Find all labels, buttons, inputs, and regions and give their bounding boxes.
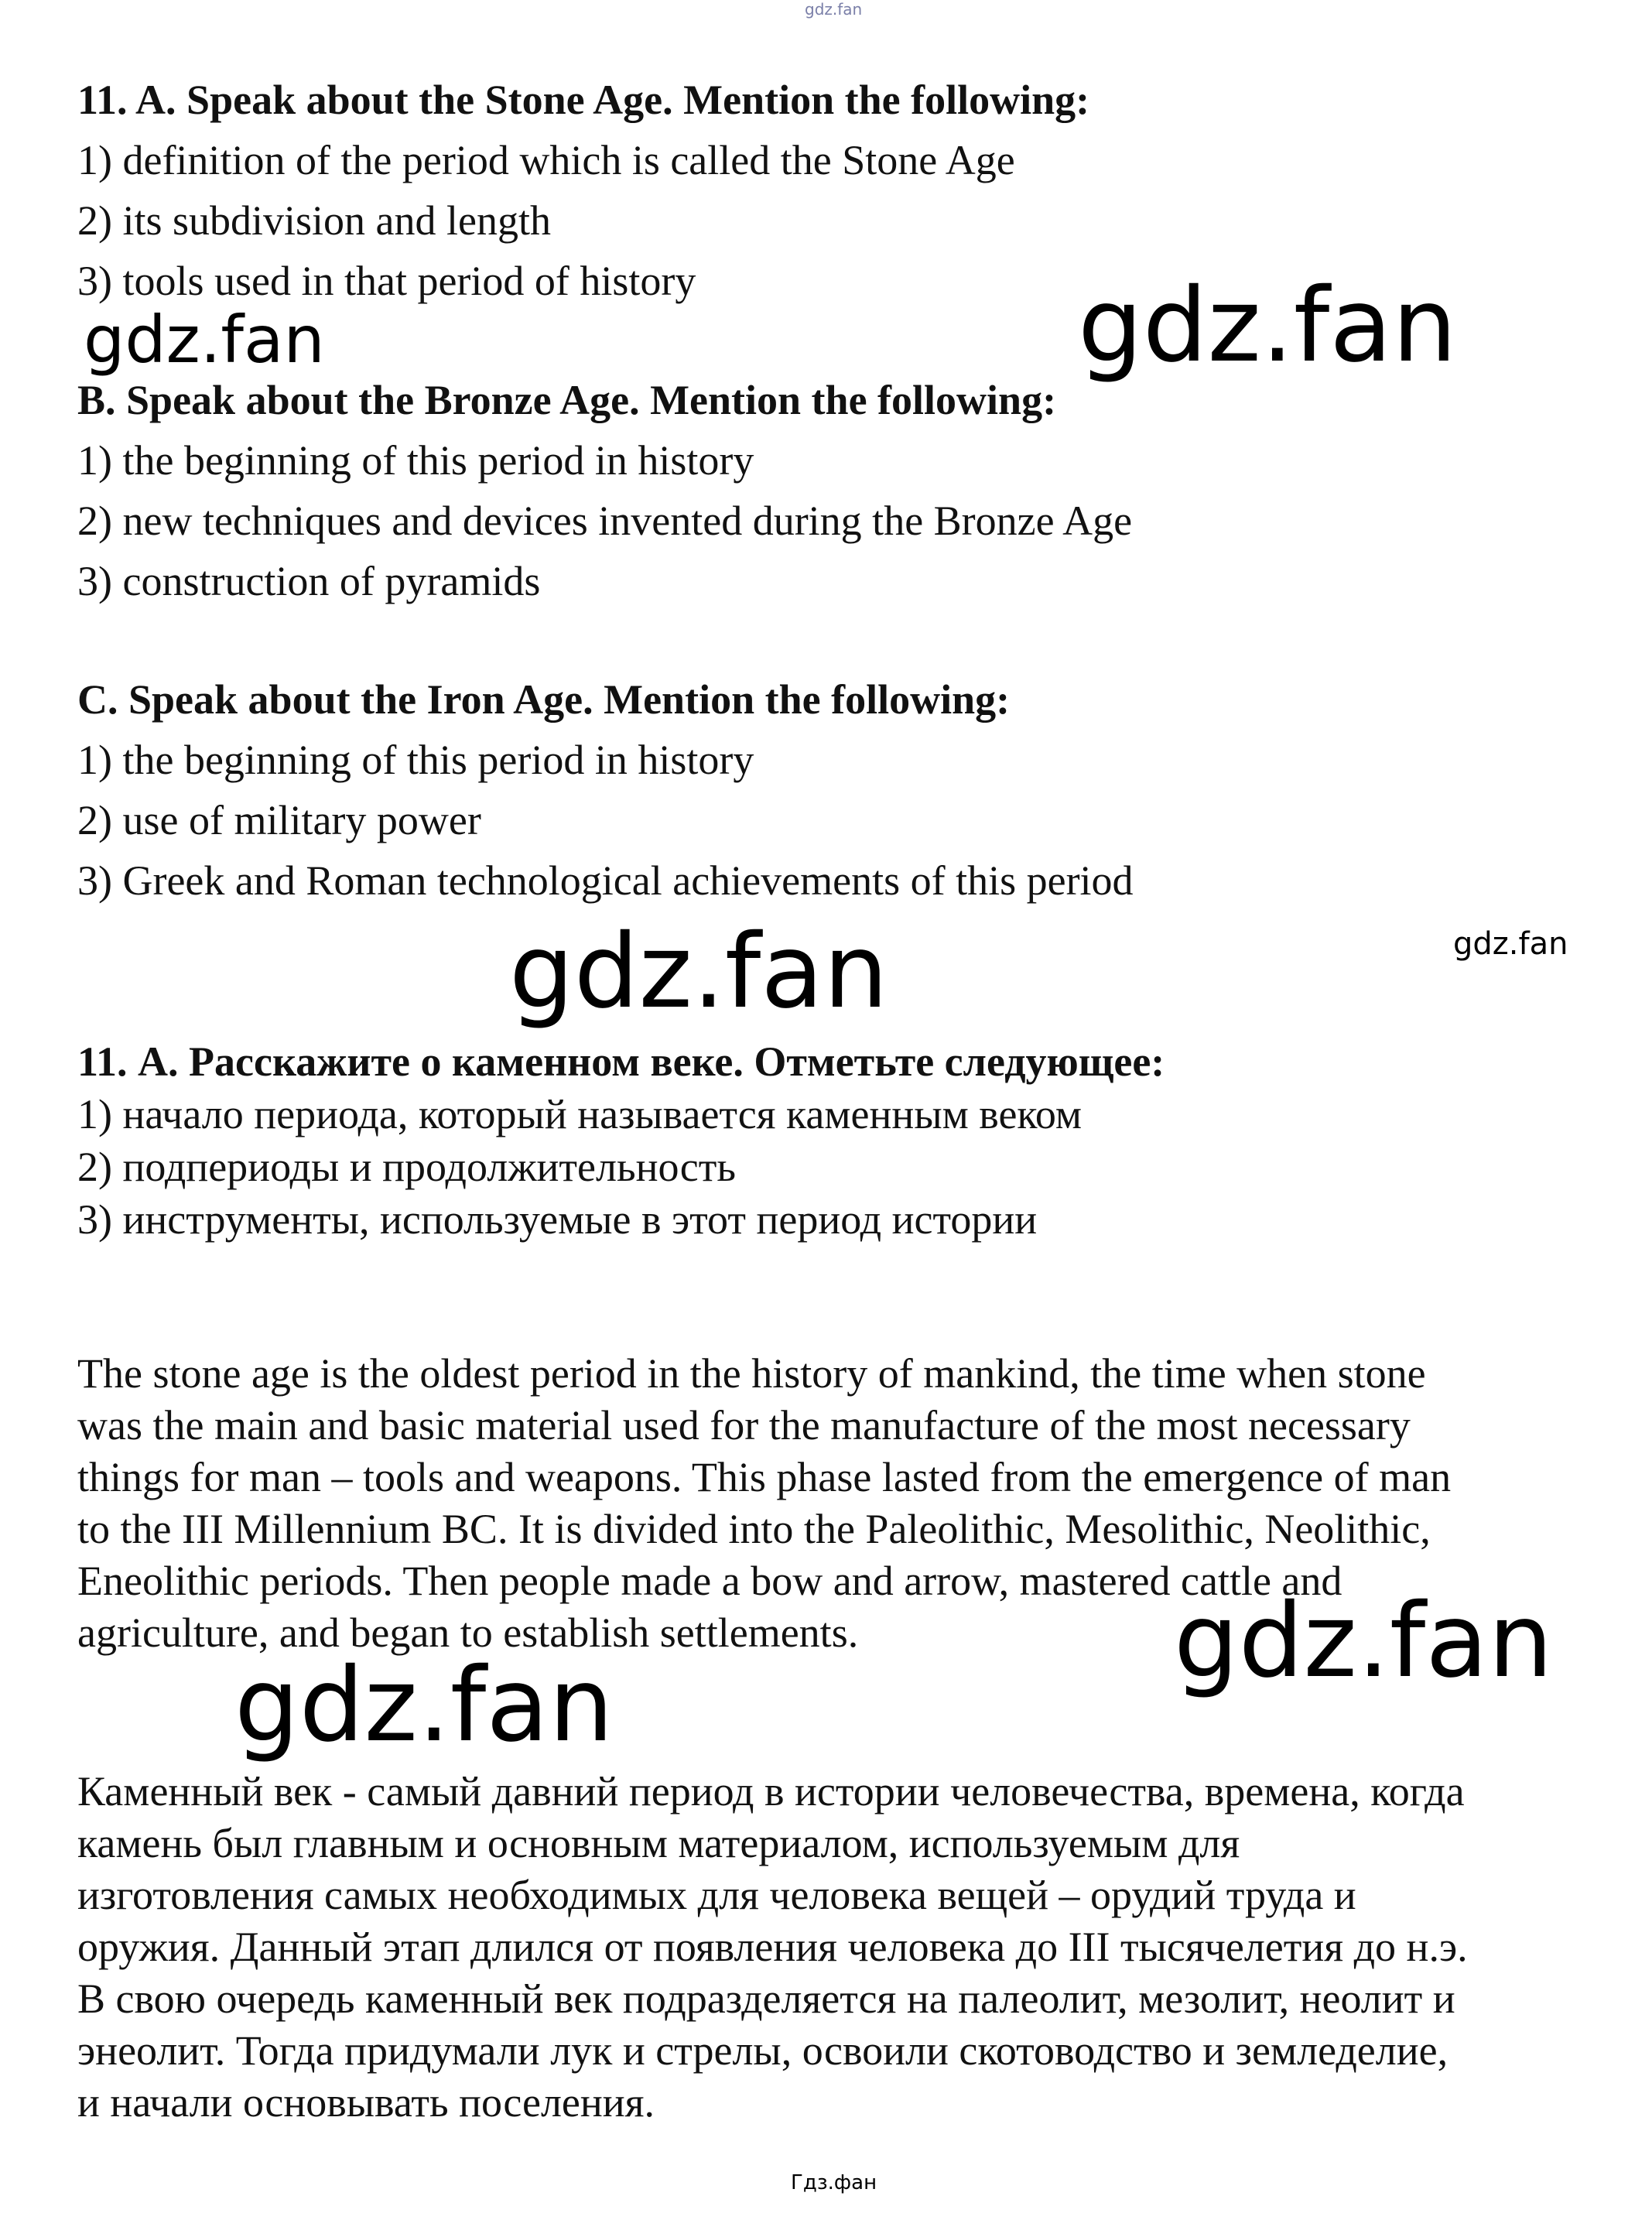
section-ru-item-3: 3) инструменты, используемые в этот период истории — [77, 1196, 1038, 1243]
answer-en-line-6: agriculture, and began to establish settlements. — [77, 1609, 859, 1656]
section-ru-item-1: 1) начало периода, который называется каменным веком — [77, 1091, 1083, 1137]
answer-ru-line-6: энеолит. Тогда придумали лук и стрелы, освоили скотоводство и земледелие, — [77, 2027, 1448, 2074]
section-a-item-3: 3) tools used in that period of history — [77, 258, 696, 304]
section-c-item-2: 2) use of military power — [77, 797, 481, 843]
section-a-item-2: 2) its subdivision and length — [77, 197, 551, 244]
answer-ru-line-3: изготовления самых необходимых для человека вещей – орудий труда и — [77, 1872, 1356, 1918]
answer-ru-line-4: оружия. Данный этап длился от появления человека до III тысячелетия до н.э. — [77, 1924, 1468, 1970]
section-a — [77, 70, 1089, 311]
watermark-top: gdz.fan — [805, 0, 863, 19]
answer-en-line-5: Eneolithic periods. Then people made a bow and arrow, mastered cattle and — [77, 1558, 1342, 1604]
section-a-heading: 11. A. Speak about the Stone Age. Mention the following: — [77, 77, 1090, 123]
watermark-2: gdz.fan — [1078, 266, 1457, 385]
section-c-item-1: 1) the beginning of this period in history — [77, 737, 754, 783]
section-ru — [77, 1035, 1165, 1246]
watermark-5: gdz.fan — [1174, 1582, 1553, 1701]
section-c — [77, 669, 1134, 911]
watermark-1: gdz.fan — [84, 302, 325, 378]
answer-en-line-1: The stone age is the oldest period in the history of mankind, the time when stone — [77, 1350, 1426, 1397]
section-b-item-3: 3) construction of pyramids — [77, 558, 541, 604]
section-b-item-2: 2) new techniques and devices invented during the Bronze Age — [77, 498, 1133, 544]
section-ru-item-2: 2) подпериоды и продолжительность — [77, 1144, 737, 1190]
watermark-3: gdz.fan — [509, 912, 888, 1031]
section-c-heading: C. Speak about the Iron Age. Mention the following: — [77, 676, 1011, 723]
section-ru-heading: 11. А. Расскажите о каменном веке. Отметьте следующее: — [77, 1038, 1165, 1085]
answer-ru-line-7: и начали основывать поселения. — [77, 2079, 655, 2126]
answer-ru-line-2: камень был главным и основным материалом, используемым для — [77, 1820, 1240, 1866]
answer-ru-line-5: В свою очередь каменный век подразделяется на палеолит, мезолит, неолит и — [77, 1975, 1455, 2022]
answer-en-line-2: was the main and basic material used for the manufacture of the most necessary — [77, 1402, 1411, 1449]
watermark-6: gdz.fan — [234, 1646, 614, 1765]
watermark-4: gdz.fan — [1453, 926, 1568, 962]
section-b-item-1: 1) the beginning of this period in history — [77, 437, 754, 484]
section-c-item-3: 3) Greek and Roman technological achievements of this period — [77, 857, 1134, 904]
answer-ru-line-1: Каменный век - самый давний период в истории человечества, времена, когда — [77, 1768, 1465, 1815]
section-a-item-1: 1) definition of the period which is called the Stone Age — [77, 137, 1015, 183]
section-b-heading: B. Speak about the Bronze Age. Mention the following: — [77, 377, 1057, 423]
watermark-bottom: Гдз.фан — [791, 2171, 877, 2194]
answer-en-line-4: to the III Millennium BC. It is divided into the Paleolithic, Mesolithic, Neolithic, — [77, 1506, 1431, 1552]
answer-en-line-3: things for man – tools and weapons. This phase lasted from the emergence of man — [77, 1454, 1452, 1500]
answer-ru-paragraph — [77, 1766, 1468, 2129]
section-b — [77, 370, 1132, 611]
